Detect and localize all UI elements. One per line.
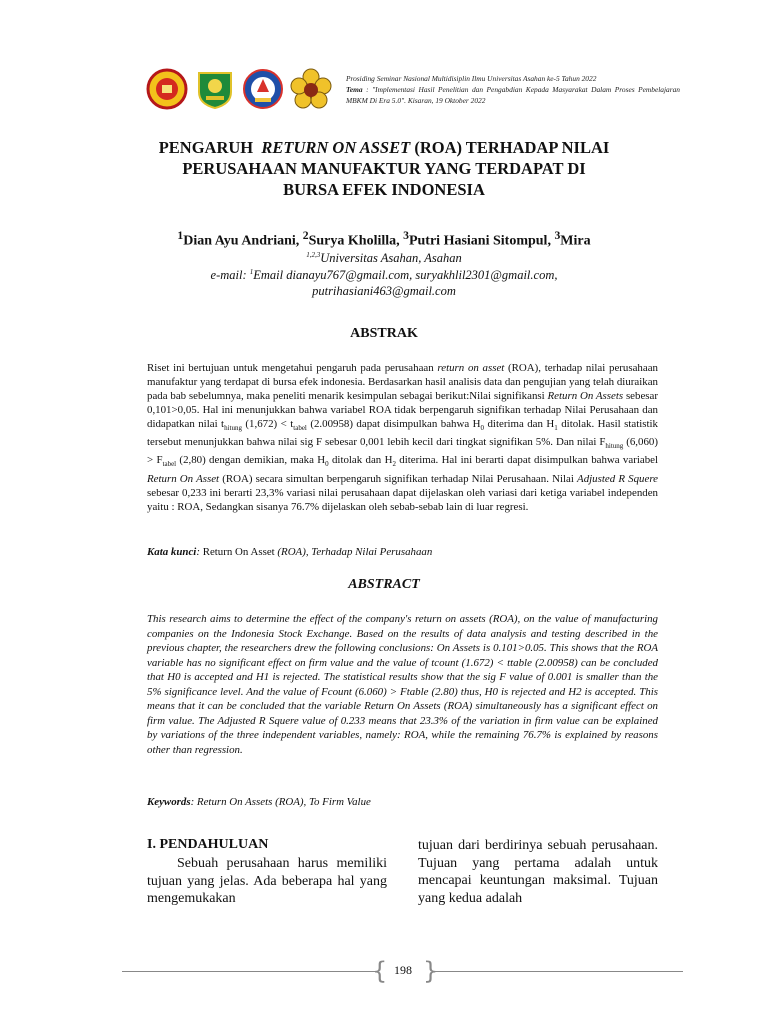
email-sup: 1 <box>249 268 254 276</box>
email-line-2: putrihasiani463@gmail.com <box>312 284 456 299</box>
author-1-sup: 1 <box>177 229 184 242</box>
abstrak-heading: ABSTRAK <box>350 326 418 341</box>
kata-kunci-italic: (ROA), Terhadap Nilai Perusahaan <box>274 546 433 558</box>
intro-left-column: Sebuah perusahaan harus memiliki tujuan yang jelas. Ada beberapa hal yang mengemukakan <box>147 856 387 906</box>
abstract-heading: ABSTRACT <box>348 577 420 592</box>
abstrak-text: sebesar 0,233 ini berarti 23,3% variasi nilai perusahaan dapat dijelaskan oleh variasi dari ketiga variabel independen yaitu : ROA, Sedangkan sisanya 76.7% dijelaskan oleh sebab-sebab lain di luar regresi. <box>147 486 658 513</box>
tema-text: : "Implementasi Hasil Penelitian dan Pengabdian Kepada Masyarakat Dalam Proses Pembelajaran MBKM Di Era 5.0". Kisaran, 19 Oktober 2022 <box>346 85 680 105</box>
title-line-1 <box>120 137 648 158</box>
author-3: Putri Hasiani Sitompul, <box>408 233 555 249</box>
abstrak-text: sebesar 0,101>0,05. Hal ini menunjukkan bahwa variabel ROA tidak berpengaruh signifikan terhadap Nilai Perusahaan dan didapatkan nilai t <box>147 390 658 430</box>
abstrak-text: ditolak dan H <box>328 454 393 467</box>
title-part-1: PENGARUH <box>158 138 254 157</box>
logo-3-icon <box>242 68 284 110</box>
keywords-label: Keywords <box>147 796 191 808</box>
abstrak-italic: Return On Assets <box>547 390 624 402</box>
page-number: 198 <box>394 963 412 977</box>
paper-title <box>120 137 648 200</box>
abstrak-subscript: 0 <box>325 460 329 469</box>
title-part-2: (ROA) TERHADAP NILAI <box>414 138 610 157</box>
abstrak-text: (2,80) dengan demikian, maka H <box>176 454 326 467</box>
author-4: Mira <box>560 233 591 249</box>
logo-1-icon <box>146 68 188 110</box>
affiliation-text: Universitas Asahan, Asahan <box>320 251 462 266</box>
intro-right-column: tujuan dari berdirinya sebuah perusahaan. Tujuan yang pertama adalah untuk mencapai keuntungan maksimal. Tujuan yang kedua adalah <box>418 838 658 906</box>
proceedings-line: Prosiding Seminar Nasional Multidisiplin Ilmu Universitas Asahan ke-5 Tahun 2022 <box>346 74 597 83</box>
section-heading-pendahuluan: I. PENDAHULUAN <box>147 837 269 852</box>
kata-kunci-label: Kata kunci <box>147 546 197 558</box>
abstrak-body <box>147 361 658 514</box>
keywords <box>147 796 658 808</box>
email-addresses-1: Email dianayu767@gmail.com, suryakhlil2301@gmail.com, <box>253 268 558 283</box>
keywords-text: : Return On Assets (ROA), To Firm Value <box>190 796 371 808</box>
author-2-sup: 2 <box>302 229 309 242</box>
left-brace-icon: { <box>372 957 388 985</box>
abstrak-text: diterima. Hal ini berarti dapat disimpulkan bahwa variabel <box>395 454 659 467</box>
email-prefix: e-mail: <box>210 268 250 283</box>
abstrak-text: (ROA) secara simultan berpengaruh signifikan terhadap Nilai Perusahaan. Nilai <box>219 472 578 485</box>
author-2: Surya Kholilla, <box>308 233 404 249</box>
logo-4-icon <box>290 68 332 110</box>
abstrak-text: diterima dan H <box>484 418 555 430</box>
title-line-2: PERUSAHAAN MANUFAKTUR YANG TERDAPAT DI <box>182 159 586 178</box>
abstrak-italic: Adjusted R Squere <box>577 472 658 485</box>
author-3-sup: 3 <box>403 229 409 242</box>
affiliation-sup: 1,2,3 <box>306 251 321 259</box>
abstrak-text: (ROA), terhadap nilai perusahaan manufaktur yang terdapat di bursa efek indonesia. Berdasarkan hasil analisis data dan pengujian yang telah diuraikan pada bab sebelumnya, maka peneliti menarik kesimpulan sebagai berikut:Nilai signifikansi <box>147 362 658 402</box>
kata-kunci-text: Return On Asset <box>202 546 275 558</box>
kata-kunci-colon: : <box>196 546 203 558</box>
title-line-3: BURSA EFEK INDONESIA <box>283 180 485 199</box>
right-brace-icon: } <box>423 957 439 985</box>
abstrak-subscript: hitung <box>605 442 624 451</box>
abstrak-text: (2.00958) dapat disimpulkan bahwa H <box>306 418 481 430</box>
abstrak-subscript: tabel <box>293 424 307 433</box>
proceedings-info <box>346 73 680 106</box>
email-block <box>120 264 648 299</box>
author-4-sup: 3 <box>554 229 561 242</box>
tema-line <box>346 84 680 106</box>
abstrak-subscript: tabel <box>162 460 177 469</box>
header-logos <box>146 68 336 112</box>
abstrak-subscript: 1 <box>554 424 558 433</box>
abstrak-subscript: 2 <box>392 460 396 469</box>
abstrak-text: Riset ini bertujuan untuk mengetahui pengaruh pada perusahaan <box>147 362 438 374</box>
abstrak-subscript: hitung <box>224 424 242 433</box>
footer-rule-left <box>122 971 375 972</box>
author-1: Dian Ayu Andriani, <box>183 233 303 249</box>
abstrak-text: (1,672) < t <box>241 418 294 430</box>
abstrak-text: ditolak. Hasil statistik tersebut menunjukkan bahwa nilai sig F sebesar 0,001 lebih kecil dari tingkat signifikan 5%. Dan nilai F <box>147 418 658 449</box>
email-line-1 <box>120 264 648 283</box>
abstrak-italic: return on asset <box>437 362 505 374</box>
abstrak-subscript: 0 <box>480 424 485 433</box>
logo-2-icon <box>194 68 236 110</box>
kata-kunci <box>147 546 658 558</box>
abstract-body: This research aims to determine the effect of the company's return on assets (ROA), on the value of manufacturing companies on the Indonesia Stock Exchange. Based on the results of data analysis and testing described in the previous chapter, the researchers drew the following conclusions: On Assets is 0.101>0.05. This shows that the ROA variable has no significant effect on firm value and the value of tcount (1.672) < ttable (2.00958) can be concluded that H0 is accepted and H1 is rejected. The statistical results show that the sig F value of 0.001 is smaller than the 5% significance level. And the value of Fcount (6.060) > Ftable (2.80) thus, H0 is rejected and H2 is accepted. This means that it can be concluded that the variable Return On Assets (ROA) simultaneously has a significant effect on firm value. The Adjusted R Squere value of 0.233 means that 23.3% of the variation in firm value can be explained by variations of the three independent variables, namely: ROA, while the remaining 76.7% is explained by reasons other than regression. <box>147 613 658 756</box>
footer-rule-right <box>433 971 683 972</box>
title-italic: RETURN ON ASSET <box>261 138 411 157</box>
tema-label: Tema <box>346 85 363 94</box>
abstrak-text: (6,060) > F <box>147 436 658 467</box>
abstrak-italic: Return On Asset <box>147 472 220 485</box>
